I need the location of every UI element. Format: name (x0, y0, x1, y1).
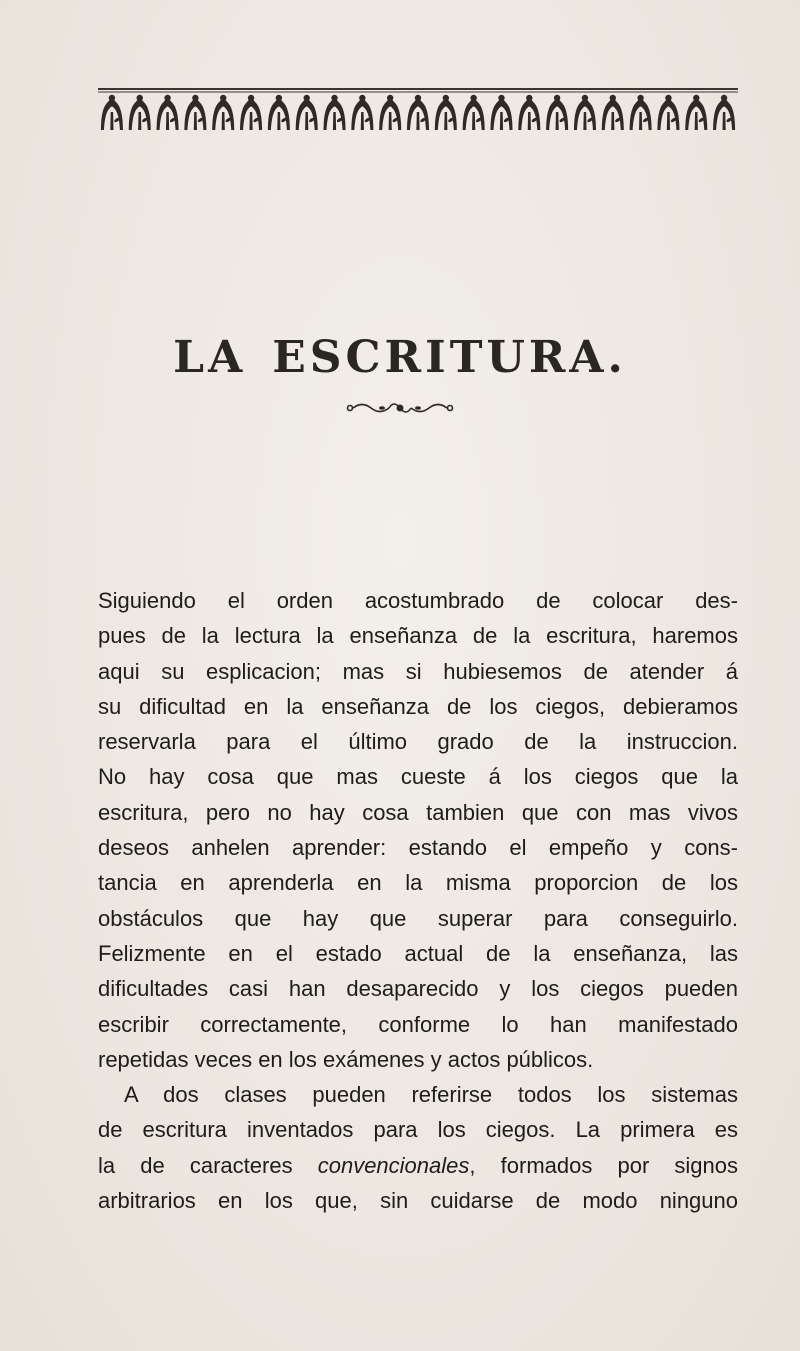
text-line: de escritura inventados para los ciegos. La primera es (98, 1117, 738, 1143)
text-fragment: , formados por signos (469, 1152, 739, 1178)
floral-motif (296, 95, 318, 130)
text-line: tancia en aprenderla en la misma proporcion de los (98, 870, 738, 896)
text-line: su dificultad en la enseñanza de los ciegos, debieramos (98, 693, 738, 719)
paragraph-1 (98, 583, 738, 1077)
floral-motif (212, 95, 234, 130)
text-line: A dos clases pueden referirse todos los sistemas (124, 1082, 738, 1108)
chapter-title (0, 332, 800, 383)
text-line: repetidas veces en los exámenes y actos públicos. (98, 1046, 594, 1072)
title-article: LA (173, 332, 247, 383)
floral-motif (463, 95, 485, 130)
floral-motif (574, 95, 596, 130)
floral-motif (602, 95, 624, 130)
text-line: obstáculos que hay que superar para conseguirlo. (98, 905, 738, 931)
article-body (98, 583, 738, 1218)
floral-motif (240, 95, 262, 130)
text-line: dificultades casi han desaparecido y los ciegos pueden (98, 976, 738, 1002)
text-line: escritura, pero no hay cosa tambien que con mas vivos (98, 799, 738, 825)
floral-motif (490, 95, 512, 130)
floral-motif (685, 95, 707, 130)
text-fragment: la de caracteres (98, 1152, 318, 1178)
floral-motif (324, 95, 346, 130)
text-line: No hay cosa que mas cueste á los ciegos que la (98, 764, 738, 790)
floral-motif (101, 95, 123, 130)
floral-motif (268, 95, 290, 130)
text-line: pues de la lectura la enseñanza de la escritura, haremos (98, 623, 738, 649)
floral-motif (713, 95, 735, 130)
title-word: ESCRITURA. (272, 332, 627, 383)
text-line (98, 1148, 738, 1183)
floral-border-icon (98, 86, 738, 134)
text-line: Siguiendo el orden acostumbrado de colocar des- (98, 588, 738, 613)
floral-motif (518, 95, 540, 130)
floral-motif (184, 95, 206, 130)
floral-motif (657, 95, 679, 130)
paragraph-2 (98, 1077, 738, 1218)
text-line: reservarla para el último grado de la instruccion. (98, 729, 738, 755)
text-line: deseos anhelen aprender: estando el empeño y cons- (98, 835, 738, 861)
flourish-icon (344, 398, 456, 418)
floral-motif (630, 95, 652, 130)
title-flourish (344, 398, 456, 418)
text-line: Felizmente en el estado actual de la enseñanza, las (98, 940, 738, 966)
floral-motif (435, 95, 457, 130)
floral-motif (351, 95, 373, 130)
floral-motif (129, 95, 151, 130)
text-line: aqui su esplicacion; mas si hubiesemos de atender á (98, 658, 738, 684)
floral-motif (157, 95, 179, 130)
text-line: escribir correctamente, conforme lo han manifestado (98, 1011, 738, 1037)
floral-motif (407, 95, 429, 130)
italic-term: convencionales (317, 1152, 470, 1178)
floral-border-ornament (98, 86, 738, 134)
floral-motif (546, 95, 568, 130)
text-line: arbitrarios en los que, sin cuidarse de modo ninguno (98, 1188, 738, 1214)
floral-motif (379, 95, 401, 130)
